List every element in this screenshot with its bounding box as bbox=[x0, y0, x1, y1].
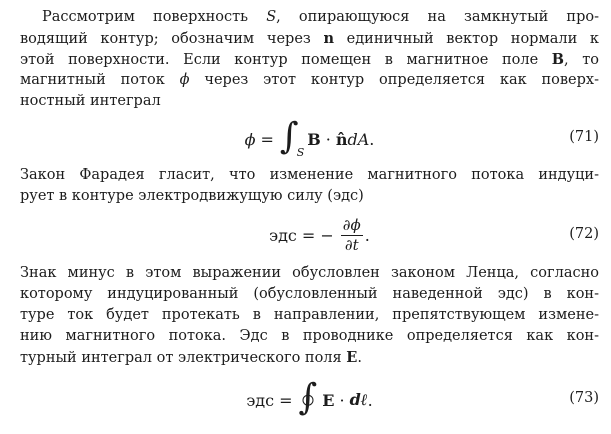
paragraph3-line4: нию магнитного потока. Эдс в проводнике определяется как кон- bbox=[20, 328, 599, 344]
paragraph3-line3: туре ток будет протекать в направлении, препятствующем измене- bbox=[20, 307, 599, 323]
equation-73 bbox=[20, 378, 599, 422]
eq71-dA: dA bbox=[347, 129, 370, 149]
fraction-denominator: ∂t bbox=[344, 235, 359, 254]
contour-integral-sign: ∫ bbox=[298, 377, 318, 418]
text: этой поверхности. Если контур помещен в магнитное поле bbox=[20, 52, 552, 68]
equation-71 bbox=[20, 118, 599, 160]
symbol-B: B bbox=[551, 51, 565, 68]
symbol-n: n bbox=[323, 30, 335, 47]
text: Рассмотрим поверхность bbox=[42, 9, 267, 25]
eq73-E: E bbox=[322, 390, 335, 410]
eq73-lhs: эдс bbox=[246, 390, 275, 410]
paragraph1-line4 bbox=[20, 71, 599, 90]
eq72-period: . bbox=[364, 225, 370, 245]
text: турный интеграл от электрического поля bbox=[20, 350, 347, 366]
eq73-period: . bbox=[367, 390, 373, 410]
paragraph3-line1: Знак минус в этом выражении обусловлен законом Ленца, согласно bbox=[20, 265, 599, 281]
eq72-equals-minus: = − bbox=[301, 225, 334, 245]
paragraph2-line1: Закон Фарадея гласит, что изменение магнитного потока индуци- bbox=[20, 167, 599, 183]
equation-number: (72) bbox=[569, 226, 599, 242]
text: через этот контур определяется как поверх- bbox=[189, 72, 599, 88]
eq73-dl: dℓ bbox=[349, 390, 368, 409]
equation-number: (73) bbox=[569, 390, 599, 406]
symbol-S: S bbox=[266, 9, 277, 25]
paragraph3-line2: которому индуцированный (обусловленный наведенной эдс) в кон- bbox=[20, 286, 599, 302]
equation-71-body bbox=[20, 118, 599, 160]
eq73-dot: · bbox=[339, 390, 345, 410]
paragraph1-line5: ностный интеграл bbox=[20, 93, 161, 109]
eq71-equals: = bbox=[260, 129, 274, 149]
eq71-subscript: S bbox=[296, 145, 305, 159]
paragraph1-line1 bbox=[20, 8, 599, 27]
eq72-lhs: эдс bbox=[269, 225, 297, 245]
eq71-dot: · bbox=[325, 129, 331, 149]
equation-number: (71) bbox=[569, 129, 599, 145]
eq71-n-hat: n̂ bbox=[335, 129, 348, 149]
paragraph1-line2 bbox=[20, 29, 599, 49]
eq71-period: . bbox=[369, 129, 375, 149]
text: водящий контур; обозначим через bbox=[20, 31, 324, 47]
symbol-phi: ϕ bbox=[179, 72, 190, 88]
paragraph2-line2: рует в контуре электродвижущую силу (эдс) bbox=[20, 188, 364, 204]
fraction-numerator: ∂ϕ bbox=[342, 215, 361, 234]
equation-72 bbox=[20, 212, 599, 258]
text: магнитный поток bbox=[20, 72, 180, 88]
eq73-equals: = bbox=[279, 390, 293, 410]
text: , опирающуюся на замкнутый про- bbox=[276, 9, 599, 25]
symbol-E: E bbox=[346, 349, 358, 366]
text: , то bbox=[564, 52, 599, 68]
integral-sign: ∫ bbox=[279, 116, 299, 157]
equation-73-body bbox=[20, 378, 599, 422]
text: . bbox=[357, 350, 362, 366]
paragraph3-line5 bbox=[20, 348, 599, 368]
eq72-fraction bbox=[341, 217, 363, 254]
text: единичный вектор нормали к bbox=[334, 31, 599, 47]
eq71-lhs: ϕ bbox=[244, 129, 256, 149]
equation-72-body bbox=[20, 212, 599, 258]
paragraph1-line3 bbox=[20, 50, 599, 70]
eq71-B: B bbox=[307, 129, 321, 149]
